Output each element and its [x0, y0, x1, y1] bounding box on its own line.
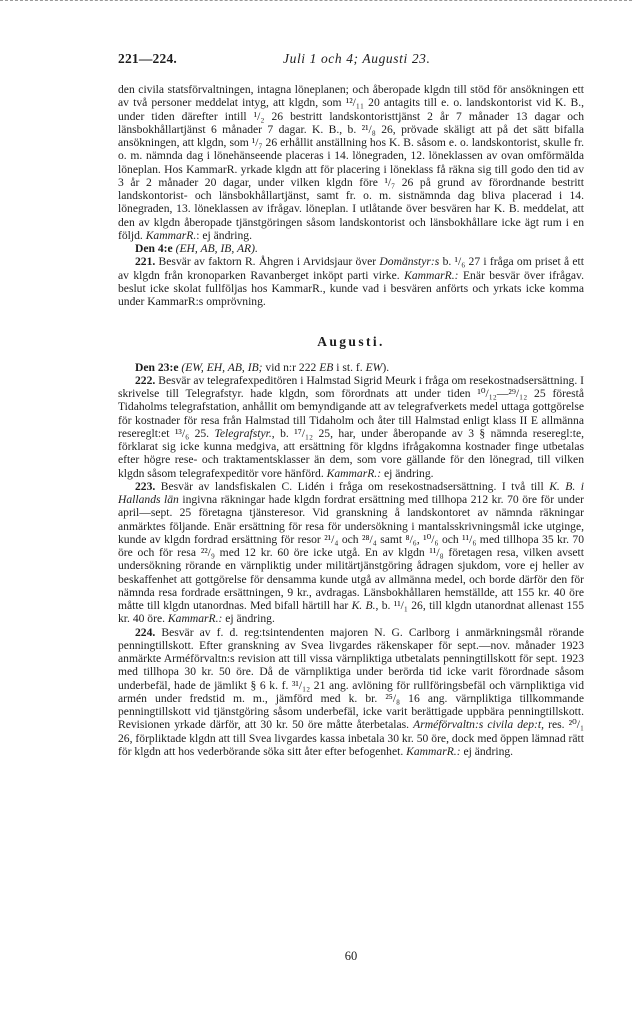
date-label-july-4: Den 4:e: [135, 242, 173, 255]
case-221-kammarr: KammarR.:: [404, 268, 459, 282]
case-224-text-c: ej ändring.: [460, 744, 514, 758]
date-label-aug-23: Den 23:e: [135, 360, 179, 374]
case-221-number: 221.: [135, 255, 156, 269]
date-note-b: i st. f.: [333, 360, 366, 374]
page-number: 60: [344, 949, 358, 963]
date-note-c: ).: [382, 360, 390, 374]
page-footer: [118, 948, 584, 964]
intro-kammarr: KammarR.: [145, 228, 197, 242]
case-221-text-a: Besvär av faktorn R. Åhgren i Arvidsjaur över: [155, 255, 380, 269]
case-224-text-b: , res. ²⁰/₁ 26, förpliktade klgdn att till Svea livgardes kassa inbetala 30 kr. 50 öre, dock med öppen lämnad rätt för klgdn att hos vederbörande söka sitt åter efter befogenhet.: [118, 718, 584, 758]
case-223-number: 223.: [135, 479, 156, 493]
date-note-ew: EW: [365, 360, 383, 374]
case-223-text-b: ingivna räkningar hade klgdn fordrat ersättning med tillhopa 212 kr. 70 öre för under april—sept. 25 företagna tjänsteresor. Vid granskning å landskontoret av nämnda räkningar anmärktes följande. Enär ersättning för resa för undersökning i mantalsskrivningsmål icke utginge, kunde av klgdn fordrad ersättning för resor ²¹/₄ och ²⁸/₄ samt ⁸/₆, ¹⁰/₆ och ¹¹/₆ med tillhopa 35 kr. 70 öre och för resa ²²/₉ med 12 kr. 60 öre icke utgå. En av klgdn ¹¹/₈ företagen resa, vilken avsett undersökning rörande en värnpliktig under militärtjänstgöring ådragen sjukdom, vore ej heller av beskaffenhet att gottgörelse för densamma kunde utgå av allmänna medel, och borde därför den för nämnda resa fordrade ersättningen, 9 kr., avdragas. Länsbokhållaren hemställde, att 155 kr. 40 öre måtte till klgdn utanordnas. Med bifall härtill har: [118, 493, 584, 612]
case-224-source: Arméförvaltn:s civila dep:t: [413, 718, 542, 732]
date-note-a: vid n:r 222: [262, 360, 320, 374]
case-223-text-a: Besvär av landsfiskalen C. Lidén i fråga om resekostnadsersättning. I två till: [155, 479, 550, 493]
header-page-range: 221—224.: [118, 51, 177, 66]
date-abbrev-july-4: (EH, AB, IB, AR).: [175, 242, 258, 255]
case-223-kb: K. B. i Hallands län: [118, 479, 584, 506]
case-223-kammarr: KammarR.:: [167, 612, 223, 626]
case-222-kammarr: KammarR.:: [326, 466, 382, 480]
date-entry-july-4: [118, 242, 584, 255]
case-224: [118, 626, 584, 759]
case-222-text-b: , b. ¹⁷/₁₂ 25, har, under åberopande av 3 § nämnda reseregl:te, förklarat sig icke kunna medgiva, att ersättning för klgdns ifrågakomna kostnader finge utbetalas efter högre rese- och traktamentsklasser än dem, som vore gällande för den lönegrad, till vilken klgdn såsom telegrafexpeditör vore hänförd.: [118, 426, 584, 480]
date-abbrev-aug-23: (EW, EH, AB, IB;: [181, 360, 263, 374]
case-223: [118, 480, 584, 626]
case-221: [118, 255, 584, 308]
running-head: [118, 50, 592, 70]
case-224-kammarr: KammarR.:: [406, 744, 461, 758]
case-221-source: Domänstyr:s: [379, 255, 440, 269]
intro-paragraph: [118, 83, 584, 242]
header-dates: Juli 1 och 4; Augusti 23.: [283, 51, 431, 66]
intro-tail: : ej ändring.: [196, 228, 252, 242]
case-221-text-b: b. ¹/₆ 27 i fråga om priset å ett av klgdn från kronoparken Ravanberget inköpt parti virke.: [118, 255, 584, 282]
case-222-number: 222.: [135, 373, 156, 387]
case-224-number: 224.: [135, 625, 156, 639]
date-entry-aug-23: [118, 361, 584, 374]
date-note-eb: EB: [319, 360, 334, 374]
case-223-text-d: ej ändring.: [222, 612, 275, 626]
intro-text: den civila statsförvaltningen, intagna löneplanen; och åberopade klgdn till stöd för ansökningen ett av två personer meddelat intyg, att klgdn, som ¹²/₁₁ 20 antagits till e. o. landskontorist vid K. B., under tiden därefter intill ¹/₂ 26 bestritt landskontoristtjänst 2 år 7 månader 13 dagar och länsbokhållartjänst 6 månader 7 dagar. K. B., b. ²¹/₈ 26, prövade skäligt att på det sätt bifalla ansökningen, att klgdn, som ¹/₇ 26 erhållit anställning hos K. B. såsom e. o. landskontorist, skulle fr. o. m. nämnda dag i lönehänseende placeras i 14. lönegraden, 12. löneklassen av ovan omförmälda löneplan. Hos KammarR. yrkade klgdn att för placering i löneklass få räkna sig till godo den tid av 3 år 2 månader 20 dagar, under vilken klgdn före ¹/₇ 26 på grund av förordnande bestritt landskontorist- och länsbokhållartjänst, samt fr. o. m. sistnämnda dag bliva placerad i 14. lönegraden, 13. löneklassen av ifrågav. löneplan. I utlåtande över besvären har K. B. meddelat, att den av klgdn åberopade tjänstgöringen såsom landskontorist och länsbokhållare icke ägt rum i en följd.: [118, 83, 584, 242]
case-221-text-c: Enär besvär över ifrågav. beslut icke skolat fullföljas hos KammarR., kunde vad i besvären anförts och yrkats icke komma under KammarR:s omprövning.: [118, 268, 584, 308]
month-heading-august: Augusti.: [317, 334, 385, 350]
case-222-text-a: Besvär av telegrafexpeditören i Halmstad Sigrid Meurk i fråga om resekostnadsersättning. I skrivelse till Telegrafstyr. hade klgdn, som förordnats att under tiden ¹⁰/₁₂—²⁹/₁₂ 25 förestå Tidaholms telegrafstation, anhållit om bemyndigande att av telegrafverkets medel uttaga gottgörelse för kostnader för resa från Halmstad till Tidaholm och åter till Halmstad enligt klass II E allmänna resereglt:et ¹³/₆ 25.: [118, 373, 584, 440]
case-222-source: Telegrafstyr.: [214, 426, 272, 440]
case-223-text-c: , b. ¹¹/₁ 26, till klgdn utanordnat allenast 155 kr. 40 öre.: [118, 599, 584, 626]
case-222: [118, 374, 584, 480]
case-222-text-c: ej ändring.: [381, 466, 434, 480]
case-223-kb-short: K. B.: [351, 599, 376, 612]
body-text: [118, 83, 584, 758]
case-224-text-a: Besvär av f. d. reg:tsintendenten majoren N. G. Carlborg i anmärkningsmål rörande penningtillskott. Efter granskning av Svea livgardes räkenskaper för sept.—nov. månader 1923 anmärkte Arméförvaltn:s revision att till vissa värnpliktiga utbetalats penningtillskott för sept. 1923 med tillhopa 30 kr. 50 öre. Då de värnpliktiga under berörda tid icke varit förordnade såsom underbefäl, hade de jämlikt § 6 k. f. ³¹/₁₂ 21 ang. avlöning för rullföringsbefäl och värnpliktiga vid armén under fredstid m. m., jämförd med k. br. ²⁵/₈ 16 ang. värnpliktiga tillkommande penningtillskott vid tjänstgöring såsom underbefäl, icke varit berättigade uppbära penningtillskott. Revisionen yrkade därför, att 30 kr. 50 öre måtte återbetalas.: [118, 625, 584, 732]
scan-top-edge: [0, 0, 632, 4]
